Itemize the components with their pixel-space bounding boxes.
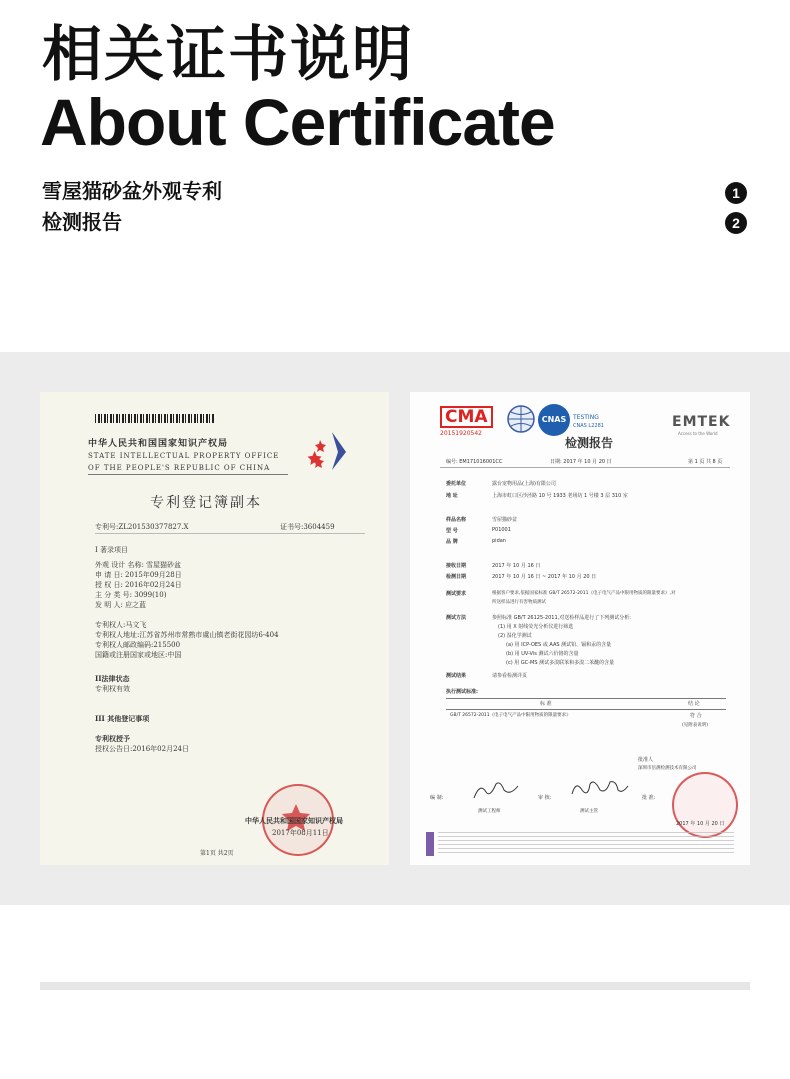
issuing-office: 中华人民共和国国家知识产权局 bbox=[245, 816, 343, 825]
checked-label: 审 核: bbox=[538, 795, 552, 801]
cnas-number: CNAS L2281 bbox=[573, 423, 604, 429]
field-label: 样品名称 bbox=[446, 517, 467, 523]
bibliographic-row: 发 明 人: 应之蓝 bbox=[95, 601, 147, 609]
official-seal bbox=[672, 772, 738, 838]
emtek-tagline: Access to the World bbox=[678, 431, 718, 436]
office-name-cn: 中华人民共和国国家知识产权局 bbox=[88, 439, 229, 449]
section-3-heading: III 其他登记事项 bbox=[95, 714, 150, 723]
signature-title-2: 测试主管 bbox=[580, 809, 598, 814]
table-col-standard: 标 准 bbox=[540, 701, 552, 707]
compiled-label: 编 制: bbox=[430, 795, 444, 801]
report-page: 第 1 页 共 8 页 bbox=[688, 459, 723, 465]
page-title-cn: 相关证书说明 bbox=[42, 20, 414, 90]
emtek-logo: EMTEK bbox=[672, 414, 731, 430]
table-heading: 执行测试标准: bbox=[446, 689, 479, 695]
title-rule bbox=[95, 533, 365, 534]
signature-title-1: 测试工程师 bbox=[478, 809, 501, 814]
signature-date: 2017 年 10 月 20 日 bbox=[676, 821, 725, 827]
field-value: P01001 bbox=[492, 527, 511, 533]
test-report bbox=[410, 392, 750, 865]
office-name-en-1: STATE INTELLECTUAL PROPERTY OFFICE bbox=[88, 452, 280, 460]
number-badge-1: 1 bbox=[725, 182, 747, 204]
bibliographic-row: 主 分 类 号: 3099(10) bbox=[95, 591, 167, 599]
report-number: 编号: EM17101600​1CC bbox=[446, 459, 503, 465]
table-rule bbox=[446, 709, 726, 710]
patent-certificate bbox=[40, 392, 389, 865]
field-label: 型 号 bbox=[446, 528, 458, 534]
patent-number: 专利号:ZL201530377827.X bbox=[95, 523, 189, 531]
bibliographic-row: 授 权 日: 2016年02月24日 bbox=[95, 581, 182, 589]
method-item: (b) 用 UV-Vis 测试六价铬的含量 bbox=[506, 651, 579, 657]
footer-bar bbox=[426, 832, 434, 856]
table-cell-note: (见附表说明) bbox=[682, 723, 709, 728]
grant-date: 授权公告日:2016年02月24日 bbox=[95, 745, 189, 753]
method-item: (2) 湿化学测试 bbox=[498, 633, 532, 639]
number-badge-2: 2 bbox=[725, 212, 747, 234]
footer-fine-print bbox=[438, 832, 734, 856]
report-title: 检测报告 bbox=[565, 436, 614, 450]
bottom-divider bbox=[40, 982, 750, 990]
office-name-en-2: OF THE PEOPLE'S REPUBLIC OF CHINA bbox=[88, 464, 271, 472]
page-title-en: About Certificate bbox=[40, 85, 555, 159]
bibliographic-row: 外观 设计 名称: 雪屋猫砂盆 bbox=[95, 561, 182, 569]
field-label: 测试要求 bbox=[446, 591, 467, 597]
field-label: 品 牌 bbox=[446, 539, 458, 545]
field-value: 雪屋猫砂盆 bbox=[492, 517, 518, 523]
testing-label: TESTING bbox=[573, 414, 599, 421]
issue-date: 2017年08月11日 bbox=[272, 829, 329, 837]
certificate-number: 证书号:3604459 bbox=[280, 523, 335, 531]
barcode bbox=[95, 414, 215, 423]
page-number: 第1页 共2页 bbox=[200, 850, 234, 857]
cnas-logo: CNAS bbox=[538, 404, 570, 436]
approved-label: 批 准: bbox=[642, 795, 656, 801]
field-value: 请参看检测详页 bbox=[492, 673, 528, 679]
approver-company: 深圳市倍测检测技术有限公司 bbox=[638, 766, 697, 771]
signature-1 bbox=[470, 780, 530, 802]
field-label: 接收日期 bbox=[446, 563, 467, 569]
field-label: 测试结果 bbox=[446, 673, 467, 679]
table-cell-result: 符 合 bbox=[690, 713, 702, 719]
grant-heading: 专利权授予 bbox=[95, 734, 130, 743]
field-label: 检测日期 bbox=[446, 574, 467, 580]
field-value: 所送样品进行有害物质测试 bbox=[492, 600, 546, 605]
holder-row: 专利权人地址:江苏省苏州市常熟市虞山镇老街花园坊6-404 bbox=[95, 631, 279, 639]
method-item: (1) 用 X 射线荧光分析仪进行筛选 bbox=[498, 624, 574, 630]
header-rule bbox=[88, 474, 288, 475]
list-item-report: 检测报告 bbox=[42, 210, 122, 234]
field-value: 根据客户要求,依据国家标准 GB/T 26572-2011《电子电气产品中限用物质的限量要求》,对 bbox=[492, 591, 676, 596]
table-rule bbox=[446, 698, 726, 699]
section-1-heading: I 著录项目 bbox=[95, 546, 128, 554]
field-value: pidan bbox=[492, 538, 506, 544]
field-value: 2017 年 10 月 16 日 ~ 2017 年 10 月 20 日 bbox=[492, 574, 597, 580]
approver-label: 批准人 bbox=[638, 757, 654, 763]
method-item: (a) 用 ICP-OES 或 AAS 测试铅、镉和汞的含量 bbox=[506, 642, 612, 648]
doc-title: 专利登记簿副本 bbox=[150, 495, 262, 511]
field-label: 地 址 bbox=[446, 493, 458, 499]
list-item-patent: 雪屋猫砂盆外观专利 bbox=[42, 179, 222, 203]
section-2-heading: II法律状态 bbox=[95, 674, 130, 683]
report-date: 日期: 2017 年 10 月 20 日 bbox=[550, 459, 612, 465]
field-value: 参照标准 GB/T 26125-2011,对送检样品进行了下列测试分析: bbox=[492, 615, 631, 621]
legal-status: 专利权有效 bbox=[95, 685, 130, 693]
field-value: 露台宠物用品(上海)有限公司 bbox=[492, 481, 556, 487]
sipo-logo-icon bbox=[302, 430, 352, 472]
holder-row: 专利权人:马文飞 bbox=[95, 621, 147, 629]
cma-logo: CMA bbox=[440, 406, 493, 428]
holder-row: 专利权人邮政编码:215500 bbox=[95, 641, 181, 649]
cma-number: 201519205​42 bbox=[440, 430, 482, 437]
table-cell-standard: GB/T 26572-2011《电子电气产品中限用物质的限量要求》 bbox=[450, 713, 571, 718]
header-rule bbox=[440, 467, 730, 468]
globe-icon bbox=[506, 404, 536, 434]
field-label: 测试方法 bbox=[446, 615, 467, 621]
field-value: 2017 年 10 月 16 日 bbox=[492, 563, 541, 569]
bibliographic-row: 申 请 日: 2015年09月28日 bbox=[95, 571, 182, 579]
field-value: 上海市虹口区沙泾路 10 号 1933 老场坊 1 号楼 3 层 310 室 bbox=[492, 493, 628, 499]
field-label: 委托单位 bbox=[446, 481, 467, 487]
holder-row: 国籍或注册国家或地区:中国 bbox=[95, 651, 182, 659]
signature-2 bbox=[568, 778, 634, 802]
table-col-result: 结 论 bbox=[688, 701, 700, 707]
method-item: (c) 用 GC-MS 测试多溴联苯和多溴二苯醚的含量 bbox=[506, 660, 615, 666]
